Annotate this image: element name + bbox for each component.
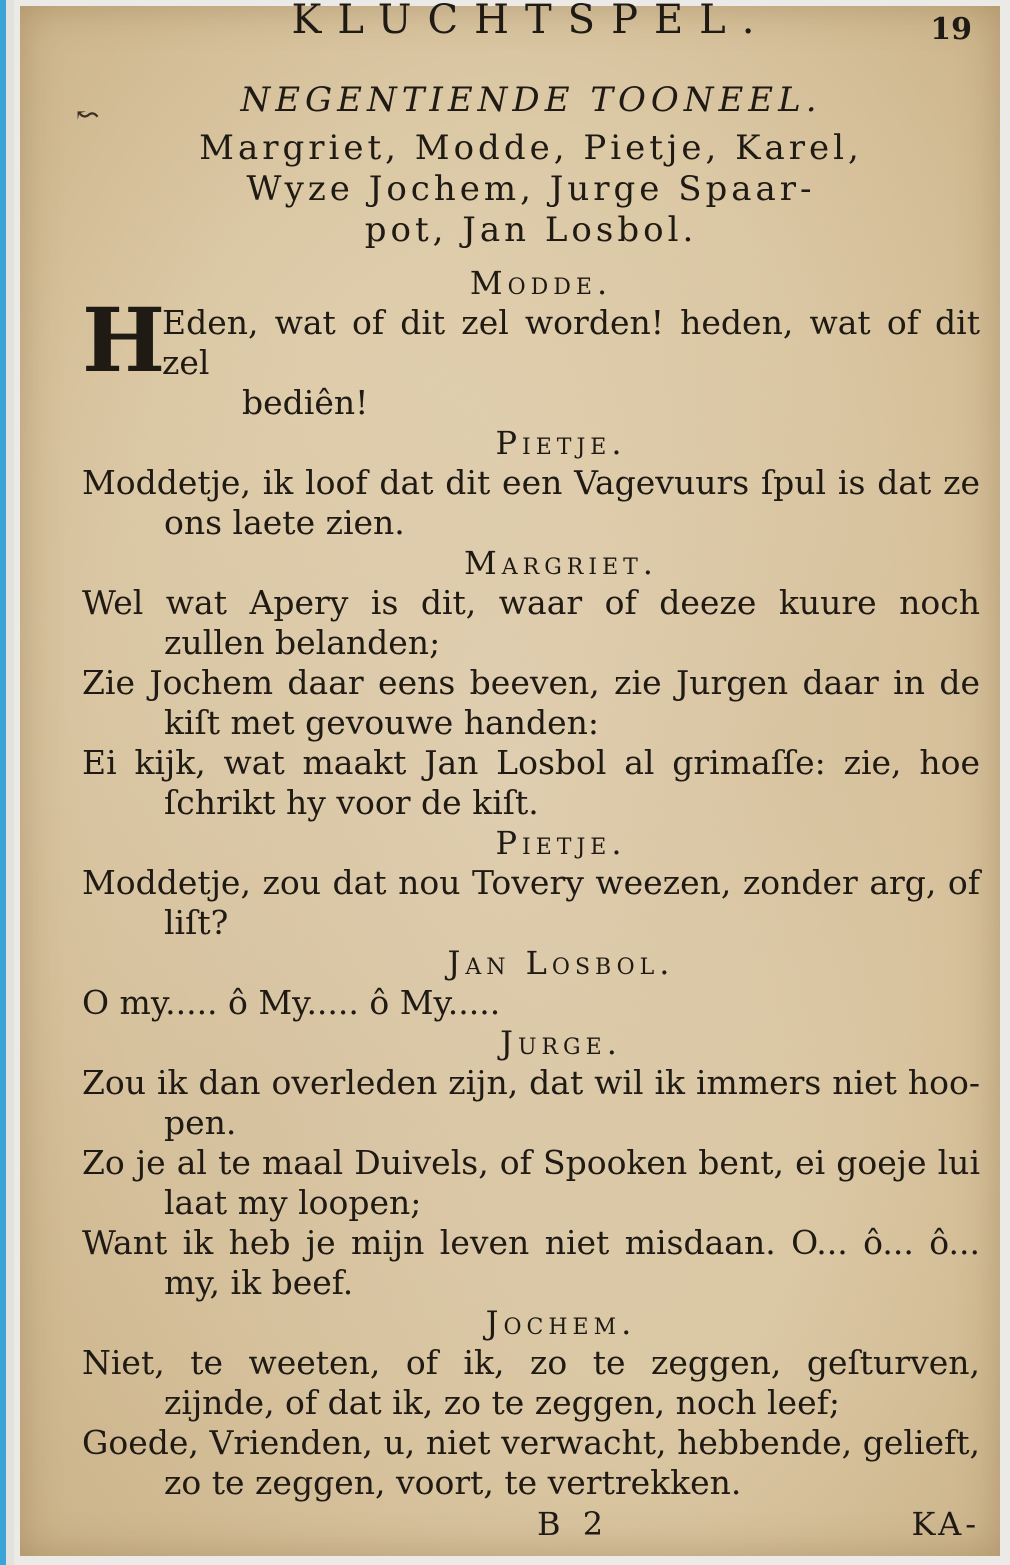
cast-line: pot, Jan Losbol. — [364, 210, 698, 250]
speech-line: O my..... ô My..... ô My..... — [82, 983, 501, 1022]
page-content — [82, 0, 980, 1549]
cast-line: Margriet, Modde, Pietje, Karel, — [199, 128, 863, 168]
speech-line: Ei kijk, wat maakt Jan Losbol al grimaſſe: zie, hoe ſchrikt hy voor de kiſt. — [82, 743, 980, 822]
speaker-name: Jochem. — [485, 1304, 637, 1342]
speech-text: Eden, wat of dit zel worden! heden, wat of dit zel — [162, 303, 980, 382]
speaker-name: Pietje. — [495, 424, 627, 462]
speech-text: bediên! — [242, 383, 369, 422]
running-head-title: KLUCHTSPEL. — [291, 0, 771, 43]
speech-line: Zou ik dan overleden zijn, dat wil ik immers niet hoo-pen. — [82, 1063, 980, 1142]
speech-line: Want ik heb je mijn leven niet misdaan. O... ô... ô... my, ik beef. — [82, 1223, 980, 1302]
speaker-name: Pietje. — [495, 824, 627, 862]
viewer-accent-edge — [0, 0, 14, 1565]
speaker-name: Margriet. — [464, 544, 658, 582]
page-number: 19 — [930, 12, 972, 47]
catchword: KA- — [911, 1505, 980, 1543]
cast-list — [82, 128, 980, 251]
speaker-name: Jurge. — [500, 1024, 622, 1062]
page-footer — [82, 1505, 980, 1549]
speech-line: Zo je al te maal Duivels, of Spooken bent, ei goeje lui laat my loopen; — [82, 1143, 980, 1222]
speech-line: Goede, Vrienden, u, niet verwacht, hebbende, gelieft, zo te zeggen, voort, te vertrekken. — [82, 1423, 980, 1502]
cast-line: Wyze Jochem, Jurge Spaar- — [246, 169, 816, 209]
drop-cap: H — [82, 288, 166, 392]
margin-mark: ↜ — [76, 98, 100, 131]
running-head — [82, 0, 980, 50]
speech-line: Niet, te weeten, of ik, zo te zeggen, geſturven, zijnde, of dat ik, zo te zeggen, noch leef; — [82, 1343, 980, 1422]
speech-line: Zie Jochem daar eens beeven, zie Jurgen daar in de kiſt met gevouwe handen: — [82, 663, 980, 742]
speech-line — [82, 288, 980, 423]
speech-line: Wel wat Apery is dit, waar of deeze kuure noch zullen belanden; — [82, 583, 980, 662]
scene-heading: NEGENTIENDE TOONEEL. — [240, 80, 822, 120]
speaker-name: Modde. — [469, 264, 613, 302]
signature-mark: B 2 — [537, 1505, 610, 1543]
speech-line: Moddetje, ik loof dat dit een Vagevuurs ſpul is dat ze ons laete zien. — [82, 463, 980, 542]
speech-line: Moddetje, zou dat nou Tovery weezen, zonder arg, of liſt? — [82, 863, 980, 942]
book-page — [20, 0, 1000, 1556]
speaker-name: Jan Losbol. — [447, 944, 675, 982]
